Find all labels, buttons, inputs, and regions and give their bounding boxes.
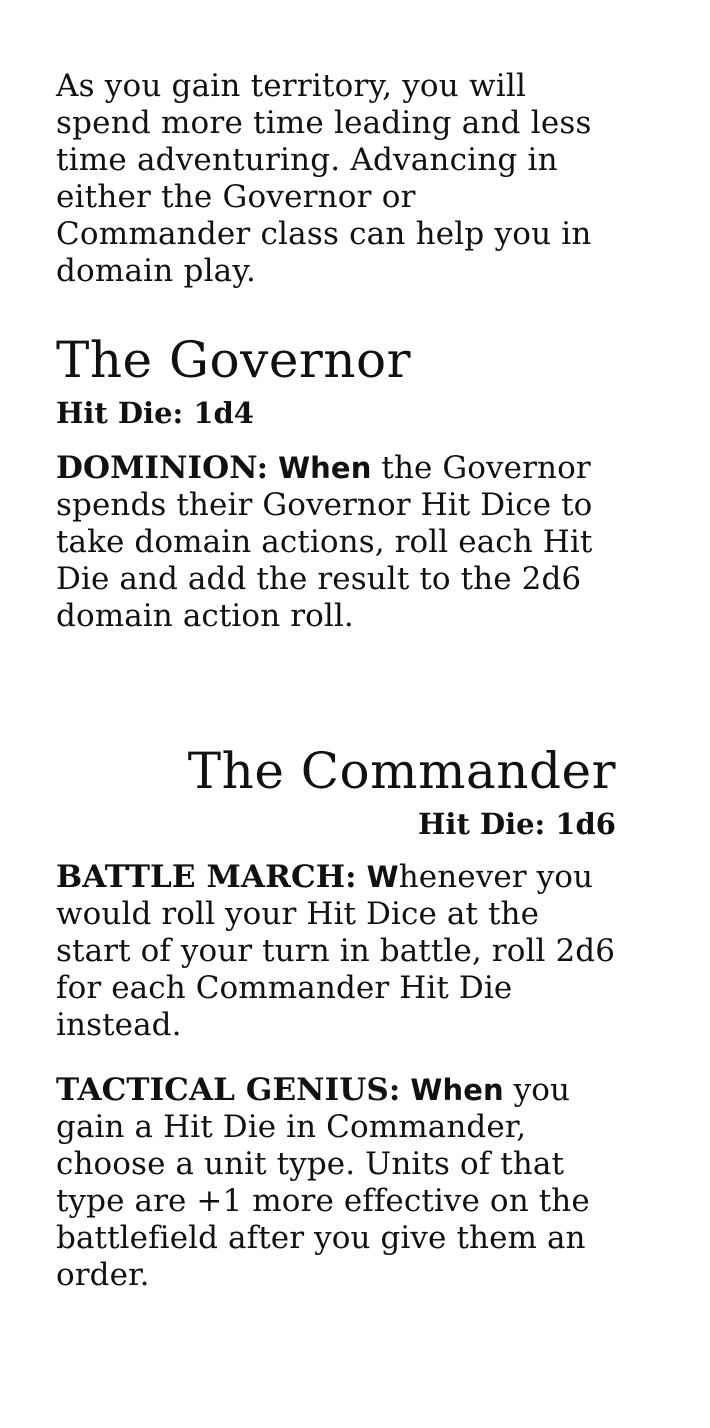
feature-name: DOMINION: (56, 450, 269, 486)
feature-text: the Governor spends their Governor Hit Dice to take domain actions, roll each Hit Die and add the result to the 2d6 domain action roll. (56, 450, 593, 634)
commander-hit-die: Hit Die: 1d6 (418, 807, 616, 841)
feature-first-word: W (366, 860, 399, 894)
feature-dominion (56, 450, 616, 635)
page-content (56, 68, 616, 1294)
feature-first-word: When (278, 451, 372, 485)
commander-title: The Commander (187, 742, 616, 800)
governor-hit-die: Hit Die: 1d4 (56, 396, 254, 430)
governor-title: The Governor (56, 331, 412, 389)
feature-name: BATTLE MARCH: (56, 859, 357, 895)
feature-battle-march (56, 859, 616, 1044)
feature-text: henever you would roll your Hit Dice at the start of your turn in battle, roll 2d6 for each Commander Hit Die instead. (56, 859, 616, 1043)
feature-name: TACTICAL GENIUS: (56, 1072, 401, 1108)
feature-first-word: When (410, 1073, 504, 1107)
feature-text: you gain a Hit Die in Commander, choose a unit type. Units of that type are +1 more effective on the battlefield after you give them an order. (56, 1072, 590, 1293)
intro-paragraph: As you gain territory, you will spend more time leading and less time adventuring. Advancing in either the Governor or Commander class can help you in domain play. (56, 68, 592, 289)
feature-tactical-genius (56, 1072, 616, 1294)
